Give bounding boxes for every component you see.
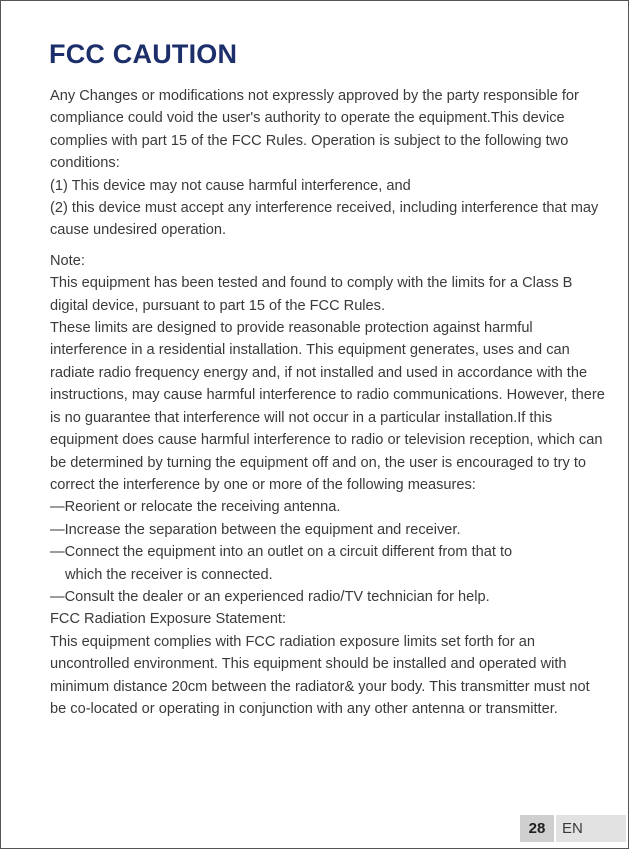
radiation-label: FCC Radiation Exposure Statement:	[50, 611, 287, 628]
page-body	[50, 85, 605, 720]
condition-2: (2) this device must accept any interference received, including interference that may cause undesired operation.	[50, 200, 599, 239]
language-tag: EN	[556, 815, 626, 842]
modification-warning: Any Changes or modifications not expressly approved by the party responsible for compliance could void the user's authority to operate the equipment.This device complies with part 15 of the FCC Rules. Operation is subject to the following two conditions:	[50, 88, 579, 172]
measure-reorient: —Reorient or relocate the receiving antenna.	[50, 499, 341, 516]
measure-outlet-continued: which the receiver is connected.	[65, 566, 273, 583]
measure-consult: —Consult the dealer or an experienced radio/TV technician for help.	[50, 588, 490, 605]
page-number: 28	[520, 815, 554, 842]
radiation-statement: This equipment complies with FCC radiation exposure limits set forth for an uncontrolled environment. This equipment should be installed and operated with minimum distance 20cm between the radiator& your body. This transmitter must not be co-located or operating in conjunction with any other antenna or transmitter.	[50, 633, 590, 717]
note-label: Note:	[50, 252, 85, 269]
interference-statement: These limits are designed to provide reasonable protection against harmful interference in a residential installation. This equipment generates, uses and can radiate radio frequency energy and, if not installed and used in accordance with the instructions, may cause harmful interference to radio communications. However, there is no guarantee that interference will not occur in a particular installation.If this equipment does cause harmful interference to radio or television reception, which can be determined by turning the equipment off and on, the user is encouraged to try to correct the interference by one or more of the following measures:	[50, 320, 605, 493]
measure-outlet: —Connect the equipment into an outlet on a circuit different from that to	[50, 544, 513, 561]
page-footer	[520, 815, 626, 842]
page-title: FCC CAUTION	[49, 39, 238, 69]
class-b-statement: This equipment has been tested and found to comply with the limits for a Class B digital device, pursuant to part 15 of the FCC Rules.	[50, 275, 573, 314]
measure-separation: —Increase the separation between the equipment and receiver.	[50, 521, 461, 538]
condition-1: (1) This device may not cause harmful interference, and	[50, 177, 411, 194]
